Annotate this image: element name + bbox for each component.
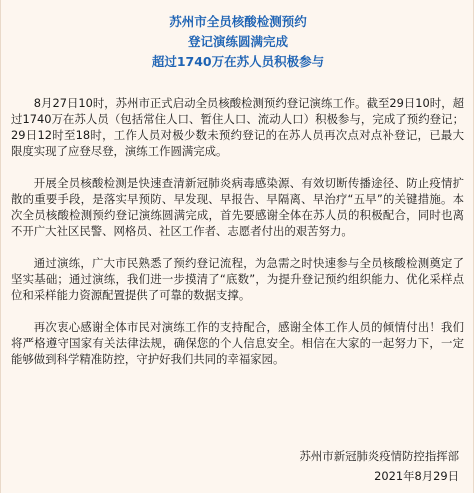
paragraph-4: 再次衷心感谢全体市民对演练工作的支持配合，感谢全体工作人员的倾情付出！我们将严格遵守国家有关法律法规，确保您的个人信息安全。相信在大家的一起努力下，一定能够做到科学精准防控，守护好我们共同的幸福家园。 (11, 320, 464, 366)
headline-line-2: 登记演练圆满完成 (187, 34, 288, 49)
article-body (11, 95, 464, 383)
signature-org: 苏州市新冠肺炎疫情防控指挥部 (299, 449, 459, 463)
headline-line-1: 苏州市全员核酸检测预约 (169, 14, 307, 29)
signature-date: 2021年8月29日 (374, 469, 459, 483)
headline-line-3: 超过1740万在苏人员积极参与 (151, 54, 325, 69)
headline (1, 12, 474, 72)
paragraph-1: 8月27日10时，苏州市正式启动全员核酸检测预约登记演练工作。截至29日10时，超过1740万在苏人员（包括常住人口、暂住人口、流动人口）积极参与，完成了预约登记；29日12时至18时，工作人员对极少数未预约登记的在苏人员再次点对点补登记，已最大限度实现了应登尽登，演练工作圆满完成。 (11, 96, 464, 158)
paragraph-3: 通过演练，广大市民熟悉了预约登记流程，为急需之时快速参与全员核酸检测奠定了坚实基础；通过演练，我们进一步摸清了“底数”，为提升登记预约组织能力、优化采样点位和采样能力资源配置提供了可靠的数据支撑。 (11, 256, 464, 302)
paragraph-2: 开展全员核酸检测是快速查清新冠肺炎病毒感染源、有效切断传播途径、防止疫情扩散的重要手段，是落实早预防、早发现、早报告、早隔离、早治疗“五早”的关键措施。本次全员核酸检测预约登记演练圆满完成，首先要感谢全体在苏人员的积极配合，同时也离不开广大社区民警、网格员、社区工作者、志愿者付出的艰苦努力。 (11, 176, 464, 238)
signature-block (300, 446, 459, 486)
